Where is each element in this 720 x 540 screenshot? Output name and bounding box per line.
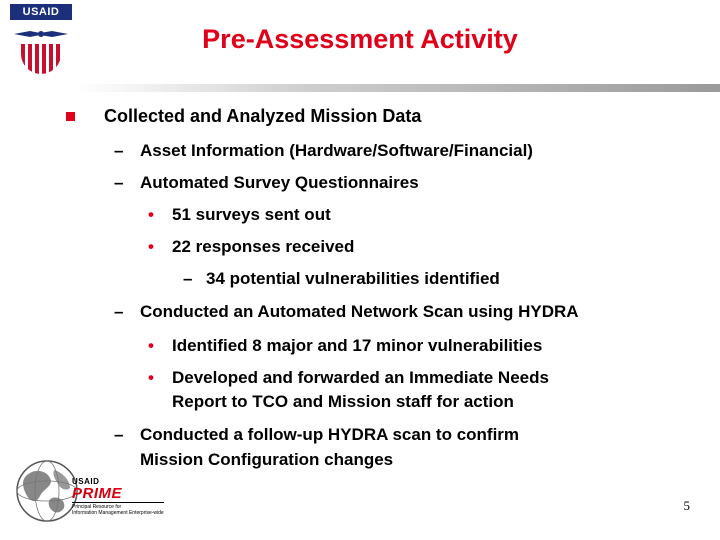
bullet-surveys-sent: 51 surveys sent out <box>172 205 331 224</box>
prime-tagline <box>72 504 172 516</box>
bullet-asset-information: Asset Information (Hardware/Software/Financial) <box>140 141 533 160</box>
bullet-automated-surveys: Automated Survey Questionnaires <box>140 173 419 192</box>
square-bullet-icon <box>66 112 75 121</box>
bullet-network-scan: Conducted an Automated Network Scan using HYDRA <box>140 302 579 321</box>
page-title: Pre-Assessment Activity <box>202 24 518 54</box>
bullet-potential-vulnerabilities: 34 potential vulnerabilities identified <box>206 269 500 288</box>
dash-bullet: – <box>114 425 124 444</box>
page-number: 5 <box>683 498 690 513</box>
bullet-immediate-needs-line1: Developed and forwarded an Immediate Needs <box>172 368 549 387</box>
globe-icon <box>14 458 80 524</box>
prime-divider <box>72 502 164 503</box>
bullet-immediate-needs-line2: Report to TCO and Mission staff for action <box>172 392 514 411</box>
title-divider <box>78 84 720 92</box>
prime-tagline-line1: Principal Resource for <box>72 504 122 510</box>
prime-tagline-line2: Information Management Enterprise-wide <box>72 510 164 516</box>
bullet-collected-data: Collected and Analyzed Mission Data <box>104 106 422 126</box>
bullet-identified-vulnerabilities: Identified 8 major and 17 minor vulnerabilities <box>172 336 543 355</box>
dot-bullet: • <box>148 368 154 387</box>
prime-usaid-label: USAID <box>72 477 100 486</box>
dot-bullet: • <box>148 336 154 355</box>
dash-bullet: – <box>114 141 124 160</box>
prime-wordmark: PRIME <box>72 485 123 502</box>
bullet-follow-up-line1: Conducted a follow-up HYDRA scan to confirm <box>140 425 520 444</box>
prime-logo <box>72 477 172 517</box>
usaid-logo-text: USAID <box>10 4 72 20</box>
bullet-follow-up-line2: Mission Configuration changes <box>140 450 394 469</box>
dash-bullet: – <box>114 302 124 321</box>
bullet-responses-received: 22 responses received <box>172 237 355 256</box>
dash-bullet: – <box>114 173 124 192</box>
dot-bullet: • <box>148 237 154 256</box>
dash-bullet: – <box>183 269 193 288</box>
dot-bullet: • <box>148 205 154 224</box>
